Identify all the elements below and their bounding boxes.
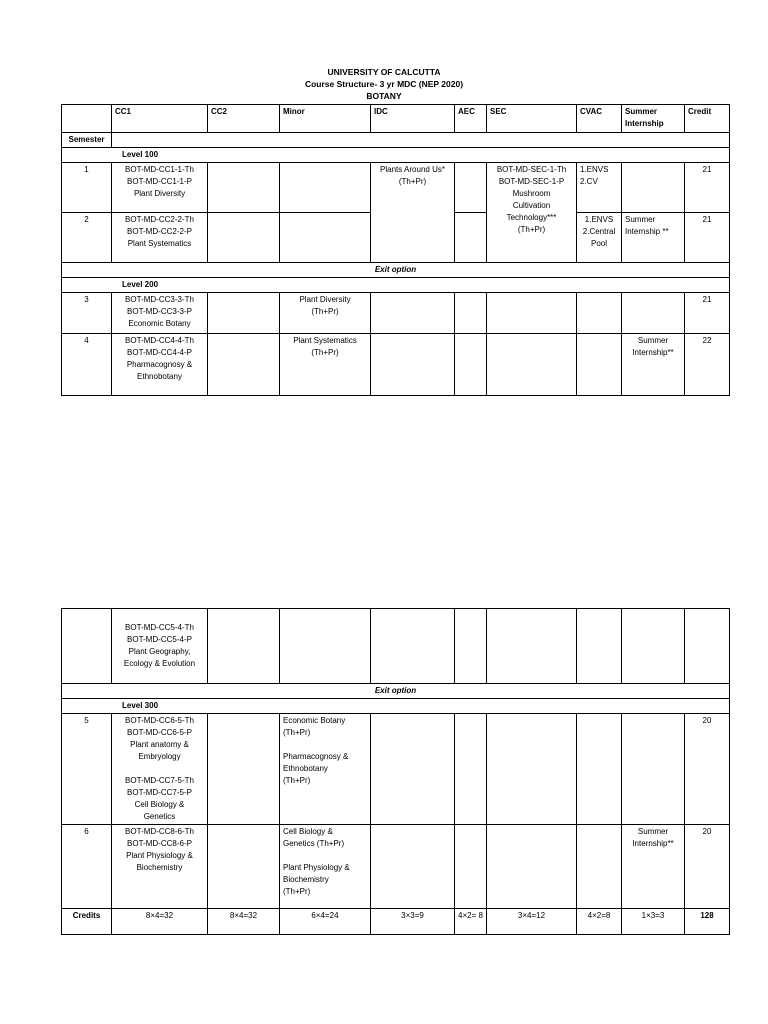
- semester-number: 4: [62, 334, 112, 396]
- level-200: Level 200: [62, 278, 730, 293]
- total-cc2: 8×4=32: [208, 909, 280, 935]
- cc2-cell: [208, 714, 280, 825]
- total-summer: 1×3=3: [622, 909, 685, 935]
- credit-cell: 21: [685, 213, 730, 263]
- summer-cell: [622, 293, 685, 334]
- semester-label-row: [62, 133, 730, 148]
- header-idc: IDC: [371, 105, 455, 133]
- summer-cell: Summer Internship **: [622, 213, 685, 263]
- cc1-cell: BOT-MD-CC5-4-Th BOT-MD-CC5-4-P Plant Geography, Ecology & Evolution: [112, 609, 208, 684]
- minor-cell: Cell Biology & Genetics (Th+Pr) Plant Physiology & Biochemistry (Th+Pr): [280, 825, 371, 909]
- header-cc1: CC1: [112, 105, 208, 133]
- cc2-cell: [208, 609, 280, 684]
- totals-row: [62, 909, 730, 935]
- minor-cell: [280, 163, 371, 213]
- idc-cell: [371, 825, 455, 909]
- total-minor: 6×4=24: [280, 909, 371, 935]
- header-sec: SEC: [487, 105, 577, 133]
- aec-cell: [455, 163, 487, 213]
- table-row: [62, 714, 730, 825]
- cc1-cell: BOT-MD-CC8-6-Th BOT-MD-CC8-6-P Plant Physiology & Biochemistry: [112, 825, 208, 909]
- aec-cell: [455, 334, 487, 396]
- university-name: UNIVERSITY OF CALCUTTA: [327, 67, 441, 77]
- credit-cell: 20: [685, 714, 730, 825]
- aec-cell: [455, 714, 487, 825]
- total-sec: 3×4=12: [487, 909, 577, 935]
- idc-cell: [371, 293, 455, 334]
- semester-number: 2: [62, 213, 112, 263]
- semester-number: 3: [62, 293, 112, 334]
- cc2-cell: [208, 293, 280, 334]
- idc-cell: [371, 609, 455, 684]
- semester-number: 1: [62, 163, 112, 213]
- cvac-cell: [577, 825, 622, 909]
- exit-option: Exit option: [62, 684, 730, 699]
- aec-cell: [455, 609, 487, 684]
- minor-cell: [280, 213, 371, 263]
- total-aec: 4×2= 8: [455, 909, 487, 935]
- header-aec: AEC: [455, 105, 487, 133]
- sec-cell: [487, 825, 577, 909]
- total-idc: 3×3=9: [371, 909, 455, 935]
- sec-cell: [487, 714, 577, 825]
- sec-cell: [487, 609, 577, 684]
- summer-cell: [622, 714, 685, 825]
- idc-cell: Plants Around Us* (Th+Pr): [371, 163, 455, 263]
- exit-option-row: [62, 263, 730, 278]
- totals-label: Credits: [62, 909, 112, 935]
- total-credit: 128: [685, 909, 730, 935]
- minor-cell: Economic Botany (Th+Pr) Pharmacognosy & Ethnobotany (Th+Pr): [280, 714, 371, 825]
- exit-option-row: [62, 684, 730, 699]
- cc1-cell: BOT-MD-CC6-5-Th BOT-MD-CC6-5-P Plant anatomy & Embryology BOT-MD-CC7-5-Th BOT-MD-CC7-5-P Cell Biology & Genetics: [112, 714, 208, 825]
- aec-cell: [455, 293, 487, 334]
- cc2-cell: [208, 213, 280, 263]
- header-minor: Minor: [280, 105, 371, 133]
- semester-number: 5: [62, 714, 112, 825]
- header-summer-internship: Summer Internship: [622, 105, 685, 133]
- table-row: [62, 163, 730, 213]
- header-cvac: CVAC: [577, 105, 622, 133]
- table-row: [62, 293, 730, 334]
- course-structure-table-part2: [61, 608, 730, 935]
- cc1-cell: BOT-MD-CC3-3-Th BOT-MD-CC3-3-P Economic Botany: [112, 293, 208, 334]
- semester-row-blank: [112, 133, 730, 148]
- cc2-cell: [208, 163, 280, 213]
- credit-cell: 21: [685, 163, 730, 213]
- header-row: [62, 105, 730, 133]
- total-cvac: 4×2=8: [577, 909, 622, 935]
- header-cc2: CC2: [208, 105, 280, 133]
- cc1-cell: BOT-MD-CC1-1-Th BOT-MD-CC1-1-P Plant Diversity: [112, 163, 208, 213]
- sec-cell: [487, 293, 577, 334]
- cvac-cell: 1.ENVS 2.CV: [577, 163, 622, 213]
- aec-cell: [455, 213, 487, 263]
- exit-option: Exit option: [62, 263, 730, 278]
- idc-cell: [371, 714, 455, 825]
- semester-number: [62, 609, 112, 684]
- credit-cell: 21: [685, 293, 730, 334]
- subject-title: BOTANY: [366, 91, 402, 101]
- semester-number: 6: [62, 825, 112, 909]
- table-row: [62, 825, 730, 909]
- sec-cell: [487, 334, 577, 396]
- course-structure-title: Course Structure- 3 yr MDC (NEP 2020): [304, 79, 464, 89]
- level-100: Level 100: [62, 148, 730, 163]
- cvac-cell: [577, 334, 622, 396]
- cc1-cell: BOT-MD-CC4-4-Th BOT-MD-CC4-4-P Pharmacognosy & Ethnobotany: [112, 334, 208, 396]
- minor-cell: Plant Systematics (Th+Pr): [280, 334, 371, 396]
- level-row: [62, 148, 730, 163]
- cc2-cell: [208, 825, 280, 909]
- cvac-cell: [577, 714, 622, 825]
- header-semester: Semester: [62, 133, 112, 148]
- level-row: [62, 699, 730, 714]
- credit-cell: 22: [685, 334, 730, 396]
- semester-header-blank: [62, 105, 112, 133]
- cc2-cell: [208, 334, 280, 396]
- header-credit: Credit: [685, 105, 730, 133]
- idc-cell: [371, 334, 455, 396]
- sec-cell: BOT-MD-SEC-1-Th BOT-MD-SEC-1-P Mushroom Cultivation Technology*** (Th+Pr): [487, 163, 577, 263]
- credit-cell: 20: [685, 825, 730, 909]
- cvac-cell: 1.ENVS 2.Central Pool: [577, 213, 622, 263]
- aec-cell: [455, 825, 487, 909]
- document-title-block: [0, 66, 768, 102]
- summer-cell: Summer Internship**: [622, 825, 685, 909]
- credit-cell: [685, 609, 730, 684]
- level-300: Level 300: [62, 699, 730, 714]
- minor-cell: [280, 609, 371, 684]
- level-row: [62, 278, 730, 293]
- summer-cell: [622, 609, 685, 684]
- cc1-cell: BOT-MD-CC2-2-Th BOT-MD-CC2-2-P Plant Systematics: [112, 213, 208, 263]
- cvac-cell: [577, 609, 622, 684]
- minor-cell: Plant Diversity (Th+Pr): [280, 293, 371, 334]
- table-row: [62, 334, 730, 396]
- table-row: [62, 609, 730, 684]
- total-cc1: 8×4=32: [112, 909, 208, 935]
- summer-cell: [622, 163, 685, 213]
- summer-cell: Summer Internship**: [622, 334, 685, 396]
- course-structure-table-part1: [61, 104, 730, 396]
- cvac-cell: [577, 293, 622, 334]
